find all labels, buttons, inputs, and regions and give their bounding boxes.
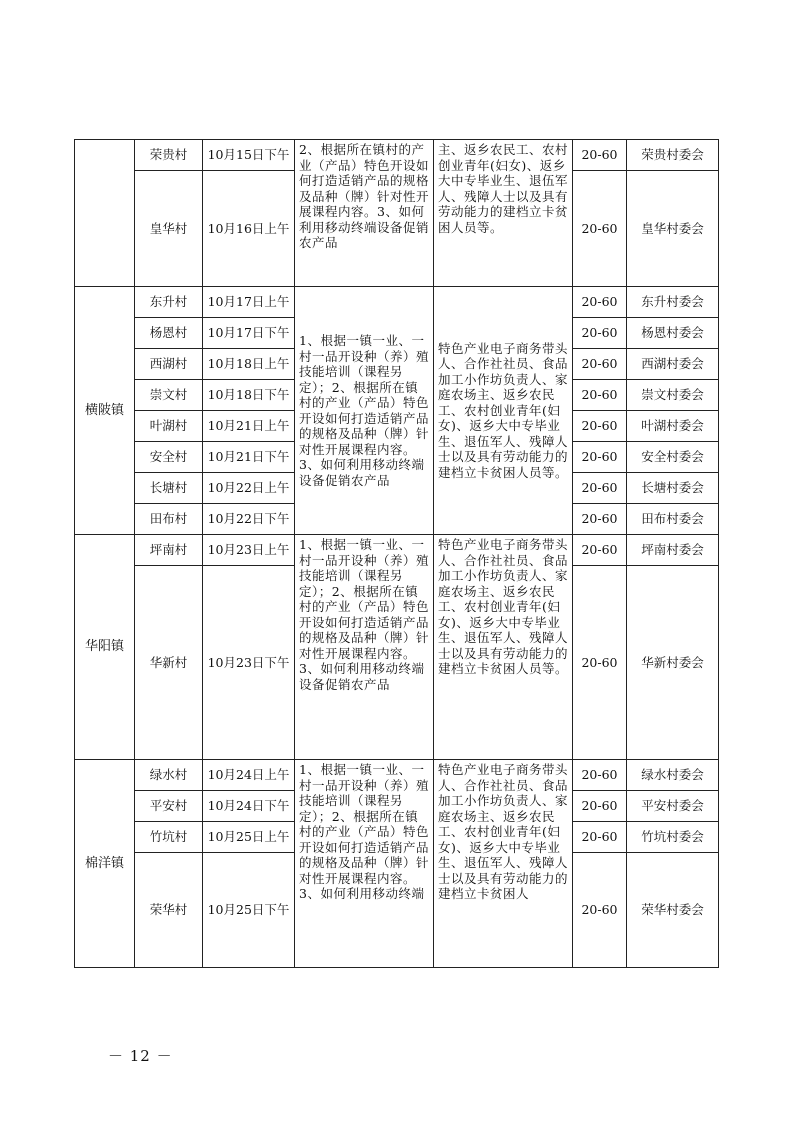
time-cell: 10月25日上午 bbox=[203, 822, 295, 853]
town-cell bbox=[75, 140, 135, 287]
venue-cell: 坪南村委会 bbox=[627, 535, 719, 566]
topic-cell: 2、根据所在镇村的产业（产品）特色开设如何打造适销产品的规格及品种（牌）针对性开展课程内容。3、如何利用移动终端设备促销农产品 bbox=[295, 140, 434, 287]
topic-cell: 1、根据一镇一业、一村一品开设种（养）殖技能培训（课程另定）；2、根据所在镇村的产业（产品）特色开设如何打造适销产品的规格及品种（牌）针对性开展课程内容。3、如何利用移动终端设备促销农产品 bbox=[295, 287, 434, 535]
venue-cell: 皇华村委会 bbox=[627, 171, 719, 287]
topic-cell: 1、根据一镇一业、一村一品开设种（养）殖技能培训（课程另定）；2、根据所在镇村的产业（产品）特色开设如何打造适销产品的规格及品种（牌）针对性开展课程内容。3、如何利用移动终端 bbox=[295, 760, 434, 968]
count-cell: 20-60 bbox=[573, 473, 627, 504]
village-cell: 叶湖村 bbox=[135, 411, 203, 442]
time-cell: 10月15日下午 bbox=[203, 140, 295, 171]
count-cell: 20-60 bbox=[573, 140, 627, 171]
venue-cell: 安全村委会 bbox=[627, 442, 719, 473]
time-cell: 10月17日下午 bbox=[203, 318, 295, 349]
venue-cell: 绿水村委会 bbox=[627, 760, 719, 791]
time-cell: 10月21日上午 bbox=[203, 411, 295, 442]
venue-cell: 杨恩村委会 bbox=[627, 318, 719, 349]
time-cell: 10月23日上午 bbox=[203, 535, 295, 566]
village-cell: 田布村 bbox=[135, 504, 203, 535]
venue-cell: 荣贵村委会 bbox=[627, 140, 719, 171]
town-cell: 横陂镇 bbox=[75, 287, 135, 535]
schedule-table bbox=[74, 139, 719, 968]
village-cell: 长塘村 bbox=[135, 473, 203, 504]
count-cell: 20-60 bbox=[573, 380, 627, 411]
village-cell: 安全村 bbox=[135, 442, 203, 473]
time-cell: 10月24日下午 bbox=[203, 791, 295, 822]
page-number: － 12 － bbox=[108, 1047, 173, 1065]
time-cell: 10月21日下午 bbox=[203, 442, 295, 473]
village-cell: 竹坑村 bbox=[135, 822, 203, 853]
time-cell: 10月23日下午 bbox=[203, 566, 295, 760]
count-cell: 20-60 bbox=[573, 287, 627, 318]
venue-cell: 华新村委会 bbox=[627, 566, 719, 760]
village-cell: 华新村 bbox=[135, 566, 203, 760]
count-cell: 20-60 bbox=[573, 791, 627, 822]
time-cell: 10月22日下午 bbox=[203, 504, 295, 535]
venue-cell: 长塘村委会 bbox=[627, 473, 719, 504]
village-cell: 皇华村 bbox=[135, 171, 203, 287]
venue-cell: 田布村委会 bbox=[627, 504, 719, 535]
village-cell: 杨恩村 bbox=[135, 318, 203, 349]
count-cell: 20-60 bbox=[573, 566, 627, 760]
venue-cell: 荣华村委会 bbox=[627, 853, 719, 968]
time-cell: 10月16日上午 bbox=[203, 171, 295, 287]
time-cell: 10月18日上午 bbox=[203, 349, 295, 380]
topic-cell: 1、根据一镇一业、一村一品开设种（养）殖技能培训（课程另定）；2、根据所在镇村的产业（产品）特色开设如何打造适销产品的规格及品种（牌）针对性开展课程内容。3、如何利用移动终端设备促销农产品 bbox=[295, 535, 434, 760]
count-cell: 20-60 bbox=[573, 171, 627, 287]
venue-cell: 叶湖村委会 bbox=[627, 411, 719, 442]
count-cell: 20-60 bbox=[573, 760, 627, 791]
target-cell: 特色产业电子商务带头人、合作社社员、食品加工小作坊负责人、家庭农场主、返乡农民工、农村创业青年(妇女)、返乡大中专毕业生、退伍军人、残障人士以及具有劳动能力的建档立卡贫困人员等。 bbox=[434, 535, 573, 760]
time-cell: 10月25日下午 bbox=[203, 853, 295, 968]
venue-cell: 东升村委会 bbox=[627, 287, 719, 318]
village-cell: 西湖村 bbox=[135, 349, 203, 380]
table-row bbox=[75, 760, 719, 791]
venue-cell: 平安村委会 bbox=[627, 791, 719, 822]
count-cell: 20-60 bbox=[573, 853, 627, 968]
table-row bbox=[75, 140, 719, 171]
time-cell: 10月24日上午 bbox=[203, 760, 295, 791]
venue-cell: 西湖村委会 bbox=[627, 349, 719, 380]
table-row bbox=[75, 287, 719, 318]
time-cell: 10月17日上午 bbox=[203, 287, 295, 318]
village-cell: 荣华村 bbox=[135, 853, 203, 968]
town-cell: 华阳镇 bbox=[75, 535, 135, 760]
venue-cell: 崇文村委会 bbox=[627, 380, 719, 411]
count-cell: 20-60 bbox=[573, 411, 627, 442]
time-cell: 10月18日下午 bbox=[203, 380, 295, 411]
count-cell: 20-60 bbox=[573, 442, 627, 473]
target-cell: 特色产业电子商务带头人、合作社社员、食品加工小作坊负责人、家庭农场主、返乡农民工、农村创业青年(妇女)、返乡大中专毕业生、退伍军人、残障人士以及具有劳动能力的建档立卡贫困人 bbox=[434, 760, 573, 968]
village-cell: 崇文村 bbox=[135, 380, 203, 411]
town-cell: 棉洋镇 bbox=[75, 760, 135, 968]
count-cell: 20-60 bbox=[573, 318, 627, 349]
count-cell: 20-60 bbox=[573, 822, 627, 853]
village-cell: 荣贵村 bbox=[135, 140, 203, 171]
target-cell: 主、返乡农民工、农村创业青年(妇女)、返乡大中专毕业生、退伍军人、残障人士以及具有劳动能力的建档立卡贫困人员等。 bbox=[434, 140, 573, 287]
venue-cell: 竹坑村委会 bbox=[627, 822, 719, 853]
village-cell: 东升村 bbox=[135, 287, 203, 318]
table-row bbox=[75, 535, 719, 566]
village-cell: 绿水村 bbox=[135, 760, 203, 791]
count-cell: 20-60 bbox=[573, 504, 627, 535]
time-cell: 10月22日上午 bbox=[203, 473, 295, 504]
count-cell: 20-60 bbox=[573, 349, 627, 380]
village-cell: 平安村 bbox=[135, 791, 203, 822]
count-cell: 20-60 bbox=[573, 535, 627, 566]
village-cell: 坪南村 bbox=[135, 535, 203, 566]
target-cell: 特色产业电子商务带头人、合作社社员、食品加工小作坊负责人、家庭农场主、返乡农民工、农村创业青年(妇女)、返乡大中专毕业生、退伍军人、残障人士以及具有劳动能力的建档立卡贫困人员等。 bbox=[434, 287, 573, 535]
